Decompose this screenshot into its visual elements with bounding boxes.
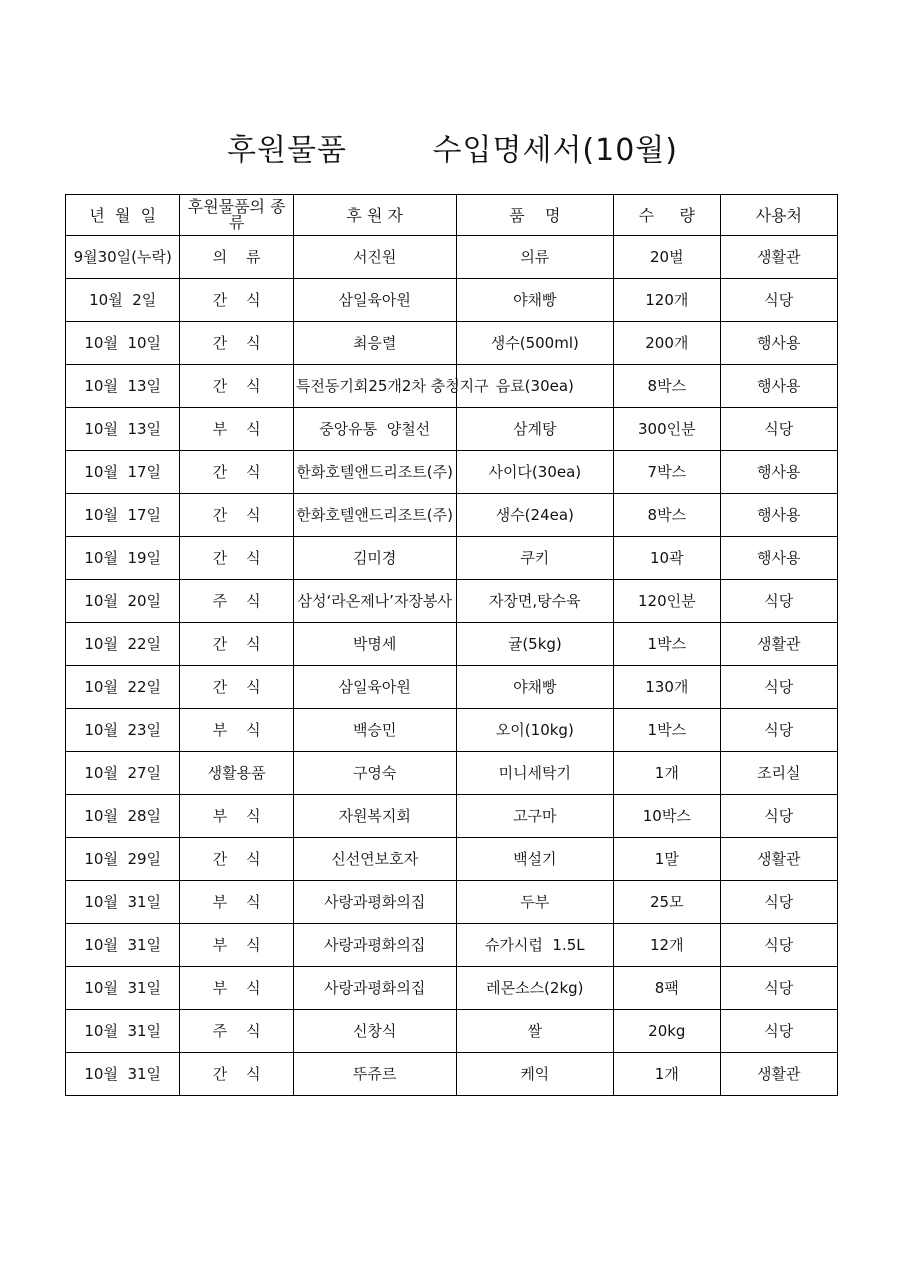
header-item: 품 명 xyxy=(456,195,614,236)
cell-date: 10월 31일 xyxy=(66,967,180,1010)
cell-date: 10월 31일 xyxy=(66,1010,180,1053)
cell-item: 고구마 xyxy=(456,795,614,838)
table-row xyxy=(66,666,838,709)
cell-type: 간 식 xyxy=(180,838,293,881)
cell-donor: 삼성‘라온제나’자장봉사 xyxy=(293,580,456,623)
cell-type: 부 식 xyxy=(180,408,293,451)
cell-type: 부 식 xyxy=(180,924,293,967)
cell-date: 10월 31일 xyxy=(66,881,180,924)
cell-item: 레몬소스(2kg) xyxy=(456,967,614,1010)
cell-item: 슈가시럽 1.5L xyxy=(456,924,614,967)
cell-type: 간 식 xyxy=(180,1053,293,1096)
cell-qty: 25모 xyxy=(614,881,720,924)
cell-date: 10월 2일 xyxy=(66,279,180,322)
cell-date: 10월 22일 xyxy=(66,623,180,666)
cell-qty: 10박스 xyxy=(614,795,720,838)
table-row xyxy=(66,838,838,881)
cell-item: 두부 xyxy=(456,881,614,924)
table-row xyxy=(66,580,838,623)
cell-item: 오이(10kg) xyxy=(456,709,614,752)
cell-item: 쿠키 xyxy=(456,537,614,580)
cell-donor: 서진원 xyxy=(293,236,456,279)
cell-use: 생활관 xyxy=(720,838,837,881)
cell-date: 10월 27일 xyxy=(66,752,180,795)
cell-qty: 8박스 xyxy=(614,494,720,537)
header-donor: 후 원 자 xyxy=(293,195,456,236)
cell-donor: 사랑과평화의집 xyxy=(293,881,456,924)
cell-qty: 1박스 xyxy=(614,709,720,752)
cell-use: 식당 xyxy=(720,924,837,967)
cell-item: 케익 xyxy=(456,1053,614,1096)
cell-use: 행사용 xyxy=(720,365,837,408)
table-row xyxy=(66,709,838,752)
cell-item: 사이다(30ea) xyxy=(456,451,614,494)
cell-type: 간 식 xyxy=(180,494,293,537)
table-row xyxy=(66,752,838,795)
cell-qty: 120인분 xyxy=(614,580,720,623)
cell-donor: 구영숙 xyxy=(293,752,456,795)
cell-qty: 20벌 xyxy=(614,236,720,279)
cell-item: 미니세탁기 xyxy=(456,752,614,795)
cell-item: 음료(30ea) xyxy=(456,365,614,408)
table-row xyxy=(66,236,838,279)
cell-type: 간 식 xyxy=(180,279,293,322)
cell-donor: 한화호텔앤드리조트(주) xyxy=(293,451,456,494)
table-row xyxy=(66,322,838,365)
cell-qty: 1개 xyxy=(614,1053,720,1096)
cell-date: 10월 20일 xyxy=(66,580,180,623)
table-row xyxy=(66,924,838,967)
cell-qty: 1박스 xyxy=(614,623,720,666)
cell-item: 생수(24ea) xyxy=(456,494,614,537)
cell-date: 10월 19일 xyxy=(66,537,180,580)
cell-use: 생활관 xyxy=(720,623,837,666)
cell-date: 10월 23일 xyxy=(66,709,180,752)
cell-date: 10월 10일 xyxy=(66,322,180,365)
table-row xyxy=(66,967,838,1010)
cell-type: 간 식 xyxy=(180,666,293,709)
cell-use: 식당 xyxy=(720,408,837,451)
cell-donor: 백승민 xyxy=(293,709,456,752)
cell-qty: 8팩 xyxy=(614,967,720,1010)
cell-type: 주 식 xyxy=(180,1010,293,1053)
cell-date: 10월 28일 xyxy=(66,795,180,838)
cell-donor: 뚜쥬르 xyxy=(293,1053,456,1096)
cell-item: 삼계탕 xyxy=(456,408,614,451)
header-type: 후원물품의 종류 xyxy=(180,195,293,236)
cell-date: 10월 31일 xyxy=(66,1053,180,1096)
cell-type: 간 식 xyxy=(180,451,293,494)
cell-use: 생활관 xyxy=(720,236,837,279)
cell-item: 생수(500ml) xyxy=(456,322,614,365)
cell-use: 행사용 xyxy=(720,494,837,537)
cell-donor: 삼일육아원 xyxy=(293,279,456,322)
donation-ledger-table xyxy=(65,194,838,1096)
cell-type: 주 식 xyxy=(180,580,293,623)
cell-donor: 신선연보호자 xyxy=(293,838,456,881)
cell-date: 10월 31일 xyxy=(66,924,180,967)
cell-donor: 한화호텔앤드리조트(주) xyxy=(293,494,456,537)
cell-use: 식당 xyxy=(720,881,837,924)
cell-item: 귤(5kg) xyxy=(456,623,614,666)
cell-qty: 130개 xyxy=(614,666,720,709)
cell-date: 9월30일(누락) xyxy=(66,236,180,279)
cell-donor: 신창식 xyxy=(293,1010,456,1053)
cell-donor: 사랑과평화의집 xyxy=(293,924,456,967)
cell-date: 10월 13일 xyxy=(66,408,180,451)
cell-date: 10월 13일 xyxy=(66,365,180,408)
table-row xyxy=(66,1010,838,1053)
cell-type: 부 식 xyxy=(180,709,293,752)
cell-qty: 300인분 xyxy=(614,408,720,451)
cell-qty: 1개 xyxy=(614,752,720,795)
table-row xyxy=(66,537,838,580)
header-date: 년 월 일 xyxy=(66,195,180,236)
cell-type: 부 식 xyxy=(180,881,293,924)
cell-donor: 중앙유통 양철선 xyxy=(293,408,456,451)
header-qty: 수 량 xyxy=(614,195,720,236)
cell-qty: 20kg xyxy=(614,1010,720,1053)
cell-qty: 10곽 xyxy=(614,537,720,580)
cell-date: 10월 22일 xyxy=(66,666,180,709)
cell-donor: 특전동기회25개2차 충청지구 xyxy=(293,365,456,408)
cell-type: 의 류 xyxy=(180,236,293,279)
cell-use: 조리실 xyxy=(720,752,837,795)
cell-use: 행사용 xyxy=(720,451,837,494)
cell-item: 의류 xyxy=(456,236,614,279)
cell-item: 쌀 xyxy=(456,1010,614,1053)
cell-use: 식당 xyxy=(720,709,837,752)
cell-donor: 자원복지회 xyxy=(293,795,456,838)
cell-type: 부 식 xyxy=(180,967,293,1010)
cell-qty: 120개 xyxy=(614,279,720,322)
cell-use: 생활관 xyxy=(720,1053,837,1096)
cell-type: 간 식 xyxy=(180,322,293,365)
header-use: 사용처 xyxy=(720,195,837,236)
table-row xyxy=(66,1053,838,1096)
cell-donor: 사랑과평화의집 xyxy=(293,967,456,1010)
table-row xyxy=(66,795,838,838)
table-row xyxy=(66,365,838,408)
cell-use: 식당 xyxy=(720,580,837,623)
table-row xyxy=(66,881,838,924)
page-title: 후원물품 수입명세서(10월) xyxy=(227,133,678,168)
cell-donor: 김미경 xyxy=(293,537,456,580)
table-row xyxy=(66,279,838,322)
table-row xyxy=(66,408,838,451)
cell-use: 행사용 xyxy=(720,537,837,580)
cell-qty: 200개 xyxy=(614,322,720,365)
cell-type: 간 식 xyxy=(180,365,293,408)
cell-type: 부 식 xyxy=(180,795,293,838)
cell-date: 10월 29일 xyxy=(66,838,180,881)
header-row xyxy=(66,195,838,236)
cell-use: 식당 xyxy=(720,1010,837,1053)
cell-date: 10월 17일 xyxy=(66,494,180,537)
cell-qty: 12개 xyxy=(614,924,720,967)
cell-type: 간 식 xyxy=(180,623,293,666)
cell-qty: 1말 xyxy=(614,838,720,881)
cell-item: 자장면,탕수육 xyxy=(456,580,614,623)
cell-use: 식당 xyxy=(720,666,837,709)
table-row xyxy=(66,451,838,494)
cell-use: 행사용 xyxy=(720,322,837,365)
cell-donor: 박명세 xyxy=(293,623,456,666)
table-row xyxy=(66,494,838,537)
cell-use: 식당 xyxy=(720,279,837,322)
cell-item: 야채빵 xyxy=(456,666,614,709)
cell-use: 식당 xyxy=(720,795,837,838)
cell-item: 백설기 xyxy=(456,838,614,881)
cell-donor: 최응렬 xyxy=(293,322,456,365)
cell-date: 10월 17일 xyxy=(66,451,180,494)
cell-qty: 7박스 xyxy=(614,451,720,494)
cell-donor: 삼일육아원 xyxy=(293,666,456,709)
cell-item: 야채빵 xyxy=(456,279,614,322)
cell-use: 식당 xyxy=(720,967,837,1010)
table-row xyxy=(66,623,838,666)
cell-type: 간 식 xyxy=(180,537,293,580)
cell-type: 생활용품 xyxy=(180,752,293,795)
cell-qty: 8박스 xyxy=(614,365,720,408)
